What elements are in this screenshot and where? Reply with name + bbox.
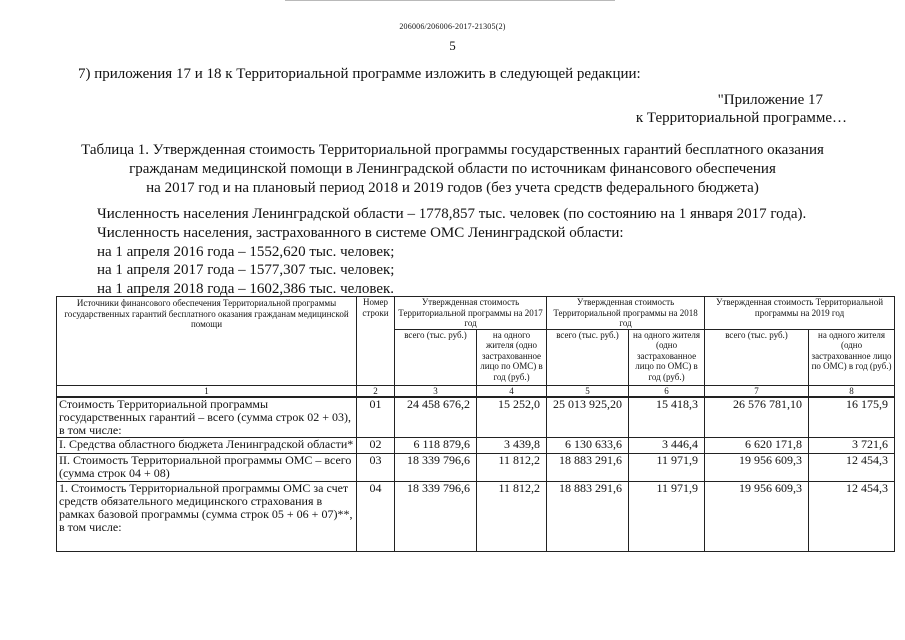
appendix-subheading: к Территориальной программе… <box>635 110 847 126</box>
cell-total-2018: 25 013 925,20 <box>547 397 629 438</box>
cell-total-2018: 18 883 291,6 <box>547 453 629 481</box>
population-insured-2016: на 1 апреля 2016 года – 1552,620 тыс. человек; <box>97 244 395 260</box>
cell-total-2017: 18 339 796,6 <box>395 481 477 551</box>
population-total: Численность населения Ленинградской области – 1778,857 тыс. человек (по состоянию на 1 января 2017 года). <box>97 206 807 222</box>
cost-table <box>56 296 895 552</box>
cell-per-capita-2017: 3 439,8 <box>477 437 547 453</box>
header-per-capita-2017: на одного жителя (одно застрахованное лицо по ОМС) в год (руб.) <box>477 329 547 385</box>
row-code: 04 <box>357 481 395 551</box>
cell-per-capita-2019: 16 175,9 <box>809 397 895 438</box>
row-label: I. Средства областного бюджета Ленинградской области* <box>57 437 357 453</box>
cell-per-capita-2017: 11 812,2 <box>477 453 547 481</box>
cell-total-2019: 6 620 171,8 <box>705 437 809 453</box>
header-per-capita-2019: на одного жителя (одно застрахованное лицо по ОМС) в год (руб.) <box>809 329 895 385</box>
column-index: 1 <box>57 385 357 397</box>
column-index: 4 <box>477 385 547 397</box>
column-index: 8 <box>809 385 895 397</box>
header-per-capita-2018: на одного жителя (одно застрахованное лицо по ОМС) в год (руб.) <box>629 329 705 385</box>
cell-total-2017: 24 458 676,2 <box>395 397 477 438</box>
cell-per-capita-2018: 11 971,9 <box>629 453 705 481</box>
cell-total-2018: 6 130 633,6 <box>547 437 629 453</box>
table-row <box>57 397 895 438</box>
cell-per-capita-2018: 11 971,9 <box>629 481 705 551</box>
header-total-2017: всего (тыс. руб.) <box>395 329 477 385</box>
population-insured-intro: Численность населения, застрахованного в системе ОМС Ленинградской области: <box>97 225 624 241</box>
document-id: 206006/206006-2017-21305(2) <box>399 22 506 31</box>
header-total-2018: всего (тыс. руб.) <box>547 329 629 385</box>
population-insured-2018: на 1 апреля 2018 года – 1602,386 тыс. человек. <box>97 281 395 297</box>
header-group-2017: Утвержденная стоимость Территориальной программы на 2017 год <box>395 297 547 330</box>
table-row <box>57 453 895 481</box>
table-row <box>57 481 895 551</box>
cell-total-2019: 19 956 609,3 <box>705 453 809 481</box>
row-code: 01 <box>357 397 395 438</box>
cell-per-capita-2019: 12 454,3 <box>809 453 895 481</box>
cell-total-2017: 6 118 879,6 <box>395 437 477 453</box>
column-index: 2 <box>357 385 395 397</box>
cell-total-2018: 18 883 291,6 <box>547 481 629 551</box>
header-group-2019: Утвержденная стоимость Территориальной программы на 2019 год <box>705 297 895 330</box>
cell-total-2019: 26 576 781,10 <box>705 397 809 438</box>
header-row-number: Номер строки <box>357 297 395 386</box>
header-source: Источники финансового обеспечения Территориальной программы государственных гарантий бесплатного оказания гражданам медицинской помощи <box>57 297 357 386</box>
intro-paragraph: 7) приложения 17 и 18 к Территориальной программе изложить в следующей редакции: <box>78 66 641 82</box>
cell-total-2017: 18 339 796,6 <box>395 453 477 481</box>
cell-per-capita-2017: 11 812,2 <box>477 481 547 551</box>
column-index: 7 <box>705 385 809 397</box>
column-index: 3 <box>395 385 477 397</box>
column-index: 6 <box>629 385 705 397</box>
column-index: 5 <box>547 385 629 397</box>
header-total-2019: всего (тыс. руб.) <box>705 329 809 385</box>
row-code: 02 <box>357 437 395 453</box>
row-label: II. Стоимость Территориальной программы ОМС – всего (сумма строк 04 + 08) <box>57 453 357 481</box>
cell-total-2019: 19 956 609,3 <box>705 481 809 551</box>
header-group-2018: Утвержденная стоимость Территориальной программы на 2018 год <box>547 297 705 330</box>
table-title-line-3: на 2017 год и на плановый период 2018 и 2019 годов (без учета средств федерального бюджета) <box>146 180 759 196</box>
row-label: Стоимость Территориальной программы государственных гарантий – всего (сумма строк 02 + 03), в том числе: <box>57 397 357 438</box>
table-title-line-2: гражданам медицинской помощи в Ленинградской области по источникам финансового обеспечения <box>129 161 776 177</box>
table-title-line-1: Таблица 1. Утвержденная стоимость Территориальной программы государственных гарантий бесплатного оказания <box>81 142 824 158</box>
top-border-line <box>285 0 615 1</box>
column-index-row <box>57 385 895 397</box>
table-row <box>57 437 895 453</box>
appendix-heading: "Приложение 17 <box>717 92 823 108</box>
row-label: 1. Стоимость Территориальной программы ОМС за счет средств обязательного медицинского страхования в рамках базовой программы (сумма строк 05 + 06 + 07)**, в том числе: <box>57 481 357 551</box>
cell-per-capita-2018: 15 418,3 <box>629 397 705 438</box>
cell-per-capita-2018: 3 446,4 <box>629 437 705 453</box>
table-header-row-1 <box>57 297 895 330</box>
cell-per-capita-2017: 15 252,0 <box>477 397 547 438</box>
cell-per-capita-2019: 3 721,6 <box>809 437 895 453</box>
cell-per-capita-2019: 12 454,3 <box>809 481 895 551</box>
population-insured-2017: на 1 апреля 2017 года – 1577,307 тыс. человек; <box>97 262 395 278</box>
row-code: 03 <box>357 453 395 481</box>
page-number: 5 <box>449 38 456 53</box>
